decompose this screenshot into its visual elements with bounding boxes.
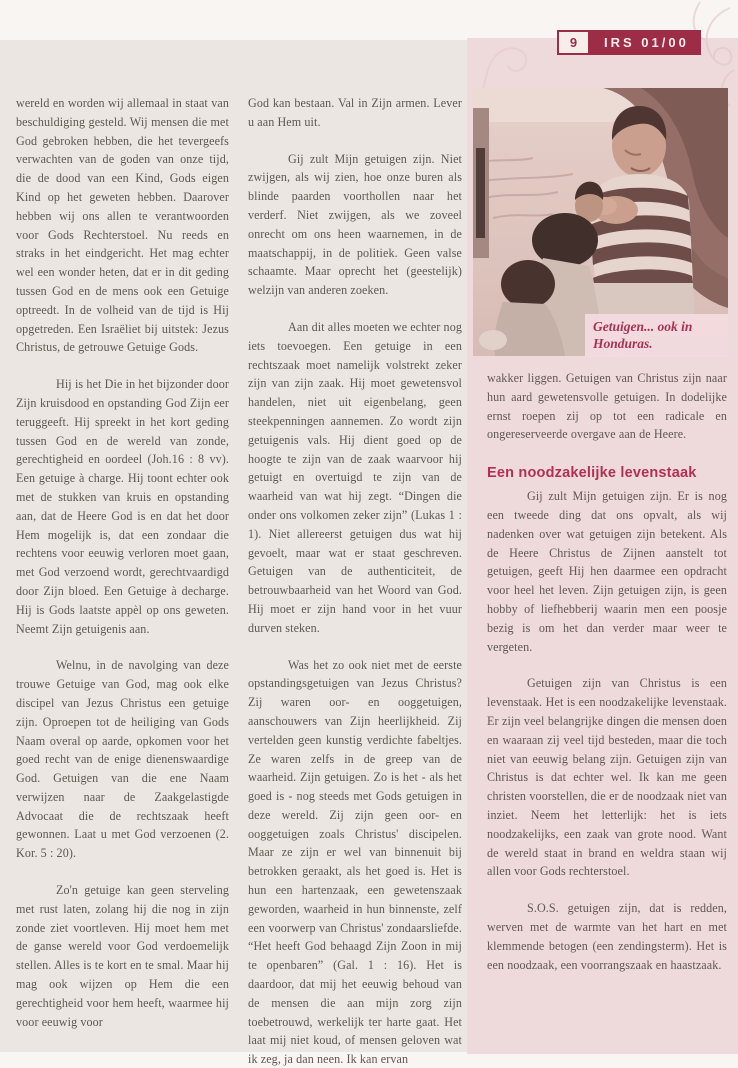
body-paragraph: wereld en worden wij allemaal in staat van beschuldiging gesteld. Wij mensen die met God gebroken hebben, die het tevergeefs verwachten van de goden van onze tijd, die de dood van een Kind, Gods eigen Kind op het geweten hebben. Daarover hebben wij ons allen te verantwoorden voor Gods Rechterstoel. Nu reeds en straks in het eindgericht. Het mag echter wel een wonder heten, dat er in dit geding tussen God en de mens ook een Getuige optreedt. In de volheid van de tijd is Hij opgetreden. Een Israëliet bij uitstek: Jezus Christus, de getrouwe Getuige Gods. bbox=[16, 96, 229, 355]
section-heading: Een noodzakelijke levenstaak bbox=[487, 465, 697, 482]
body-paragraph: God kan bestaan. Val in Zijn armen. Lever u aan Hem uit. bbox=[248, 96, 462, 129]
photo-caption-line1: Getuigen... ook in bbox=[593, 319, 693, 334]
text-column-1 bbox=[16, 94, 229, 1049]
body-paragraph: Gij zult Mijn getuigen zijn. Er is nog een tweede ding dat ons opvalt, als wij nadenken over wat getuigen zijn betekent. Als de Heere Christus de Zijnen aanstelt tot getuigen, geeft Hij hen daarmee een opdracht voor heel het leven. Zijn getuigen zijn, is geen hobby of liefhebberij waarin men een poosje bezig is om het dan verder maar weer te vergeten. bbox=[487, 489, 727, 654]
page-number-badge: 9 bbox=[557, 30, 590, 55]
body-paragraph: Welnu, in de navolging van deze trouwe Getuige van God, mag ook elke discipel van Jezus Christus een getuige zijn. Oproepen tot de heiliging van Gods Naam overal op aarde, opkomen voor het goed recht van de enige dienenswaardige God. Getuigen van die ene Naam verwijzen naar de Zaakgelastigde Advocaat die de rechtszaak heeft gewonnen. Laat u met God verzoenen (2. Kor. 5 : 20). bbox=[16, 658, 229, 861]
body-paragraph: Was het zo ook niet met de eerste opstandingsgetuigen van Jezus Christus? Zij waren oor- en ooggetuigen, aanschouwers van Zijn heerlijkheid. Zij vertelden geen kunstig verdichte fabeltjes. Ze waren zelfs in de greep van de waarheid. Zijn getuigen. Zo is het - als het goed is - nog steeds met Gods getuigen in deze wereld. Zij zijn geen oor- en ooggetuigen zoals Christus' discipelen. Maar ze zijn er wel van binnenuit bij betrokken geraakt, als het goed is. Het is hun een hartenzaak, een gewetenszaak geworden, waarheid in hun binnenste, zelf een voorwerp van Christus' zondaarsliefde. “Het heeft God behaagd Zijn Zoon in mij te openbaren” (Gal. 1 : 16). Het is daardoor, dat mij het eeuwig behoud van de mensen die aan mijn zorg zijn toebetrouwd, werkelijk ter harte gaat. Het laat mij niet koud, of mensen geloven wat ik zeg, ja dan neen. Ik kan ervan bbox=[248, 657, 462, 1067]
text-column-3 bbox=[487, 369, 727, 992]
photo-caption bbox=[585, 314, 728, 357]
body-paragraph: S.O.S. getuigen zijn, dat is redden, werven met de warmte van het hart en met klemmende betogen (een zendingsterm). Het is een noodzaak, een voorrangszaak en haastzaak. bbox=[487, 901, 727, 972]
body-paragraph: Aan dit alles moeten we echter nog iets toevoegen. Een getuige in een rechtszaak moet namelijk volstrekt zeker zijn van zijn zaak. Hij moet gewetensvol handelen, niet uit eigenbelang, geen steekpenningen aannemen. Zo wordt zijn getuigenis vals. Hij dient goed op de hoogte te zijn van de zaak waarvoor hij getuigt en overtuigd te zijn van de waarheid van wat hij zegt. “Dingen die onder ons volkomen zeker zijn” (Lukas 1 : 1). Niet allereerst getuigen dus wat hij gevoelt, maar wat er staat geschreven. Getuigen van de authenticiteit, de betrouwbaarheid van het Woord van God. Hij moet er zijn hand voor in het vuur durven steken. bbox=[248, 319, 462, 635]
body-paragraph: Zo'n getuige kan geen sterveling met rust laten, zolang hij die nog in zijn zonde ziet voortleven. Hij moet hem met de ganse wereld voor God verdoemelijk stellen. Alles is te kort en te smal. Maar hij mag ook wijzen op Hem die een gerechtigheid voor hem heeft, waarmee hij voor eeuwig voor bbox=[16, 883, 229, 1029]
body-paragraph: wakker liggen. Getuigen van Christus zijn naar hun aard gewetensvolle getuigen. In dodelijke ernst roepen zij op tot een radicale en ongereserveerde overgave aan de Heere. bbox=[487, 371, 727, 442]
text-column-2 bbox=[248, 94, 462, 1068]
issue-label: IRS 01/00 bbox=[590, 30, 701, 55]
body-paragraph: Hij is het Die in het bijzonder door Zijn kruisdood en opstanding God Zijn eer teruggeeft. Hij spreekt in het kort geding tussen God en de wereld van zonde, gerechtigheid en oordeel (Joh.16 : 8 vv). Een getuige à charge. Hij toont echter ook met de stukken van kruis en opstanding aan, dat de Heere God is en dat het door Hem mogelijk is, dat een zondaar die rechtens voor eeuwig verloren moet gaan, met God verzoend wordt, gerechtvaardigd door Zijn bloed. Een Getuige à decharge. Hij is Gods laatste appèl op ons geweten. Neemt Zijn getuigenis aan. bbox=[16, 377, 229, 636]
issue-badge bbox=[557, 30, 701, 55]
body-paragraph: Gij zult Mijn getuigen zijn. Niet zwijgen, als wij zien, hoe onze buren als blinde paarden voorthollen naar het verderf. Niet zwijgen, als we zoveel onrecht om ons heen waarnemen, in de maatschappij, in de politiek. Geen valse schaamte. Maar oprecht het (geestelijk) welzijn van anderen zoeken. bbox=[248, 151, 462, 298]
photo-caption-line2: Honduras. bbox=[593, 336, 653, 351]
body-paragraph: Getuigen zijn van Christus is een levenstaak. Het is een noodzakelijke levenstaak. Er zijn veel belangrijke dingen die mensen doen en waaraan zij veel tijd besteden, maar die toch niet van eeuwig belang zijn. Getuigen zijn van Christus is dat echter wel. Ik kan me geen christen voorstellen, die er de noodzaak niet van inziet. Neem het letterlijk: het is iets noodzakelijks, een zaak van grote nood. Want de wereld staat in brand en weldra staan wij allen voor Gods rechterstoel. bbox=[487, 676, 727, 879]
